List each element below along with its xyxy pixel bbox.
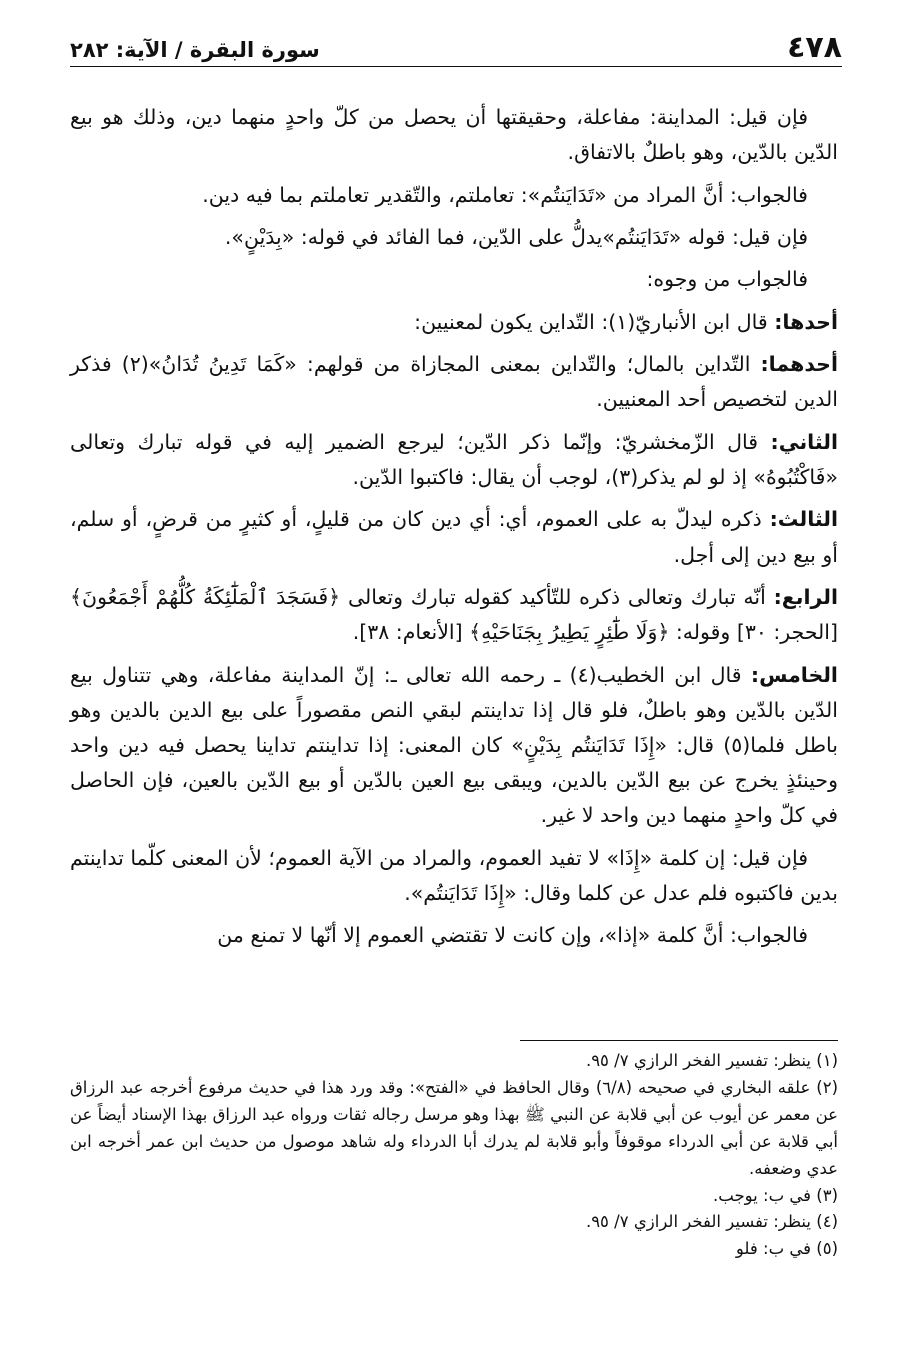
section-lead: الرابع: <box>773 584 838 609</box>
paragraph: فإن قيل: إن كلمة «إِذَا» لا تفيد العموم، والمراد من الآية العموم؛ لأن المعنى كلّما تداينتم بدين فاكتبوه فلم عدل عن كلما وقال: «إِذَا تَدَايَنتُم». <box>70 845 838 905</box>
page-header <box>70 30 842 70</box>
footnote: (٣) في ب: يوجب. <box>713 1185 838 1205</box>
footnotes <box>70 1048 838 1263</box>
page-number: ٤٧٨ <box>787 30 842 65</box>
section-lead: أحدهما: <box>760 352 838 377</box>
section-lead: الخامس: <box>750 662 838 687</box>
main-text <box>70 100 838 961</box>
footnote-rule <box>520 1040 838 1041</box>
footnote: (٥) في ب: فلو <box>735 1239 838 1259</box>
paragraph: فالجواب: أنَّ كلمة «إذا»، وإن كانت لا تقتضي العموم إلا أنّها لا تمنع من <box>217 923 808 948</box>
paragraph: أحدها: قال ابن الأنباريّ(١): التّداين يكون لمعنيين: <box>414 309 838 334</box>
footnote: (٤) ينظر: تفسير الفخر الرازي ٧/ ٩٥. <box>585 1212 838 1232</box>
paragraph: فالجواب من وجوه: <box>646 267 808 292</box>
section-lead: الثاني: <box>770 429 838 454</box>
footnote: (٢) علقه البخاري في صحيحه (٦/٨) وقال الحافظ في «الفتح»: وقد ورد هذا في حديث مرفوع أخرجه عبد الرزاق عن معمر عن أيوب عن أبي قلابة عن النبي ﷺ بهذا وهو مرسل رجاله ثقات ورواه عبد الرزاق بهذا الإسناد أيضاً عن أبي قلابة عن أبي الدرداء موقوفاً وأبو قلابة لم يدرك أبا الدرداء وله شاهد موصول من حديث ابن عمر أخرجه ابن عدي وضعفه. <box>70 1077 838 1178</box>
paragraph: أحدهما: التّداين بالمال؛ والتّداين بمعنى المجازاة من قولهم: «كَمَا تَدِينُ تُدَانُ»(٢) فذكر الدين لتخصيص أحد المعنيين. <box>70 352 838 412</box>
section-lead: الثالث: <box>769 507 838 532</box>
paragraph: فإن قيل: قوله «تَدَايَنتُم»يدلُّ على الدّين، فما الفائد في قوله: «بِدَيْنٍ». <box>224 224 808 249</box>
header-rule <box>70 66 842 67</box>
paragraph: الرابع: أنّه تبارك وتعالى ذكره للتّأكيد كقوله تبارك وتعالى ﴿فَسَجَدَ ٱلْمَلَٰٓئِكَةُ كُلُّهُمْ أَجْمَعُونَ﴾ [الحجر: ٣٠] وقوله: ﴿وَلَا طَٰٓئِرٍ يَطِيرُ بِجَنَاحَيْهِ﴾ [الأنعام: ٣٨]. <box>70 584 838 645</box>
paragraph: فإن قيل: المداينة: مفاعلة، وحقيقتها أن يحصل من كلّ واحدٍ منهما دين، وذلك هو بيع الدّين بالدّين، وهو باطلٌ بالاتفاق. <box>70 105 838 165</box>
paragraph: الثاني: قال الزّمخشريّ: وإنّما ذكر الدّين؛ ليرجع الضمير إليه في قوله تبارك وتعالى «فَاكْتُبُوهُ» إذ لو لم يذكر(٣)، لوجب أن يقال: فاكتبوا الدّين. <box>70 429 838 489</box>
footnote: (١) ينظر: تفسير الفخر الرازي ٧/ ٩٥. <box>585 1051 838 1070</box>
paragraph: الخامس: قال ابن الخطيب(٤) ـ رحمه الله تعالى ـ: إنّ المداينة مفاعلة، وهي تتناول بيع الدّين بالدّين وهو باطلٌ، فلو قال إذا تداينتم لبقي النص مقصوراً على بيع الدين بالدين وهو باطل فلما(٥) قال: «إِذَا تَدَايَنتُم بِدَيْنٍ» كان المعنى: إذا تداينتم تداينا يحصل فيه دين واحد وحينئذٍ يخرج عن بيع الدّين بالدين، ويبقى بيع العين بالدّين أو بيع الدّين بالعين، فإن الحاصل في كلّ واحدٍ منهما دين واحد لا غير. <box>70 662 838 828</box>
running-title: سورة البقرة / الآية: ٢٨٢ <box>70 38 320 62</box>
paragraph: الثالث: ذكره ليدلّ به على العموم، أي: أي دين كان من قليلٍ، أو كثيرٍ من قرضٍ، أو سلم، أو بيع دين إلى أجل. <box>70 507 838 567</box>
section-lead: أحدها: <box>774 309 838 334</box>
paragraph: فالجواب: أنَّ المراد من «تَدَايَنتُم»: تعاملتم، والتّقدير تعاملتم بما فيه دين. <box>202 182 808 207</box>
